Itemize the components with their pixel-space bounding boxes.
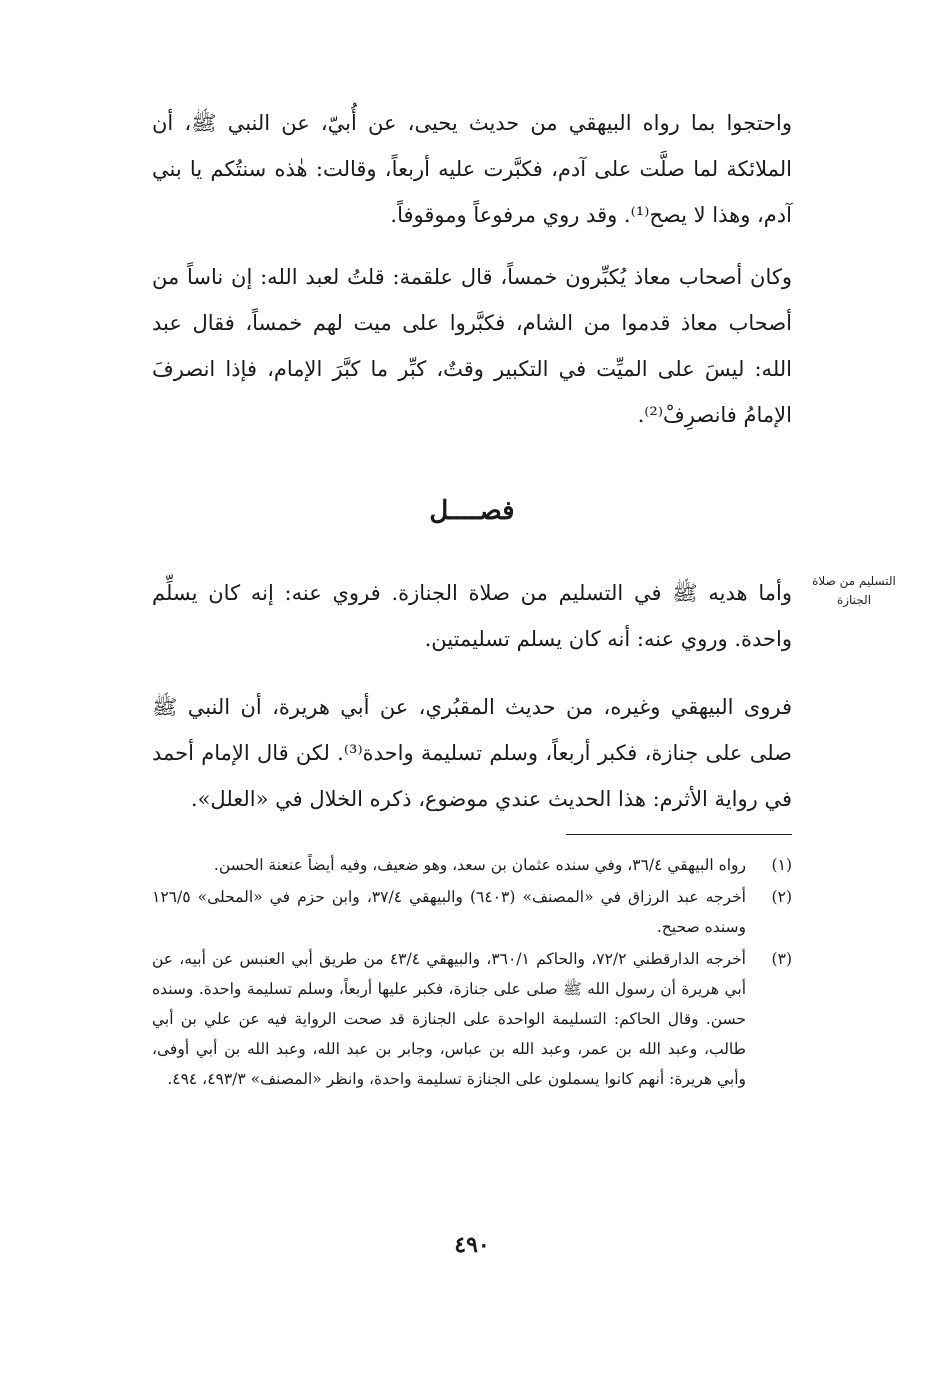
footnote-number: (٢) bbox=[771, 888, 792, 906]
paragraph-1: واحتجوا بما رواه البيهقي من حديث يحيى، عن أُبيّ، عن النبي ﷺ، أن الملائكة لما صلَّت على آدم، فكبَّرت عليه أربعاً، وقالت: هٰذه سنتُكم يا بني آدم، وهذا لا يصح⁽¹⁾. وقد روي مرفوعاً وموقوفاً. bbox=[152, 111, 792, 227]
margin-note: التسليم من صلاة الجنازة bbox=[812, 574, 896, 607]
footnote-text: أخرجه عبد الرزاق في «المصنف» (٦٤٠٣) والبيهقي ٣٧/٤، وابن حزم في «المحلى» ١٢٦/٥ وسنده صحيح. bbox=[152, 888, 746, 936]
footnote-number: (٣) bbox=[771, 950, 792, 968]
footnote-divider bbox=[566, 834, 792, 835]
footnote bbox=[152, 882, 792, 942]
paragraph-2: وكان أصحاب معاذ يُكبِّرون خمساً، قال علقمة: قلتُ لعبد الله: إن ناساً من أصحاب معاذ قدموا من الشام، فكبَّروا على ميت لهم خمساً، فقال عبد الله: ليسَ على الميِّت في التكبير وقتٌ، كبِّر ما كبَّرَ الإمام، فإذا انصرفَ الإمامُ فانصرِفْ⁽²⁾. bbox=[152, 265, 792, 427]
footnote-number: (١) bbox=[771, 856, 792, 874]
footnotes bbox=[152, 850, 792, 1096]
paragraph-3: وأما هديه ﷺ في التسليم من صلاة الجنازة. فروي عنه: إنه كان يسلِّم واحدة. وروي عنه: أنه كان يسلم تسليمتين. bbox=[152, 581, 792, 651]
page-number: ٤٩٠ bbox=[454, 1232, 490, 1258]
section-heading: فصــــل bbox=[429, 496, 515, 526]
footnote bbox=[152, 944, 792, 1094]
footnote-text: أخرجه الدارقطني ٧٢/٢، والحاكم ٣٦٠/١، والبيهقي ٤٣/٤ من طريق أبي العنبس عن أبيه، عن أبي هريرة أن رسول الله ﷺ صلى على جنازة، فكبر عليها أربعاً، وسلم تسليمة واحدة. وسنده حسن. وقال الحاكم: التسليمة الواحدة على الجنازة قد صحت الرواية فيه عن علي بن أبي طالب، وعبد الله بن عمر، وعبد الله بن عباس، وجابر بن عبد الله، وعبد الله بن أبي أوفى، وأبي هريرة: أنهم كانوا يسملون على الجنازة تسليمة واحدة، وانظر «المصنف» ٤٩٣/٣، ٤٩٤. bbox=[152, 950, 746, 1088]
paragraph-4: فروى البيهقي وغيره، من حديث المقبُري، عن أبي هريرة، أن النبي ﷺ صلى على جنازة، فكبر أربعاً، وسلم تسليمة واحدة⁽³⁾. لكن قال الإمام أحمد في رواية الأثرم: هذا الحديث عندي موضوع، ذكره الخلال في «العلل». bbox=[152, 695, 792, 811]
footnote-text: رواه البيهقي ٣٦/٤، وفي سنده عثمان بن سعد، وهو ضعيف، وفيه أيضاً عنعنة الحسن. bbox=[213, 856, 746, 874]
footnote bbox=[152, 850, 792, 880]
